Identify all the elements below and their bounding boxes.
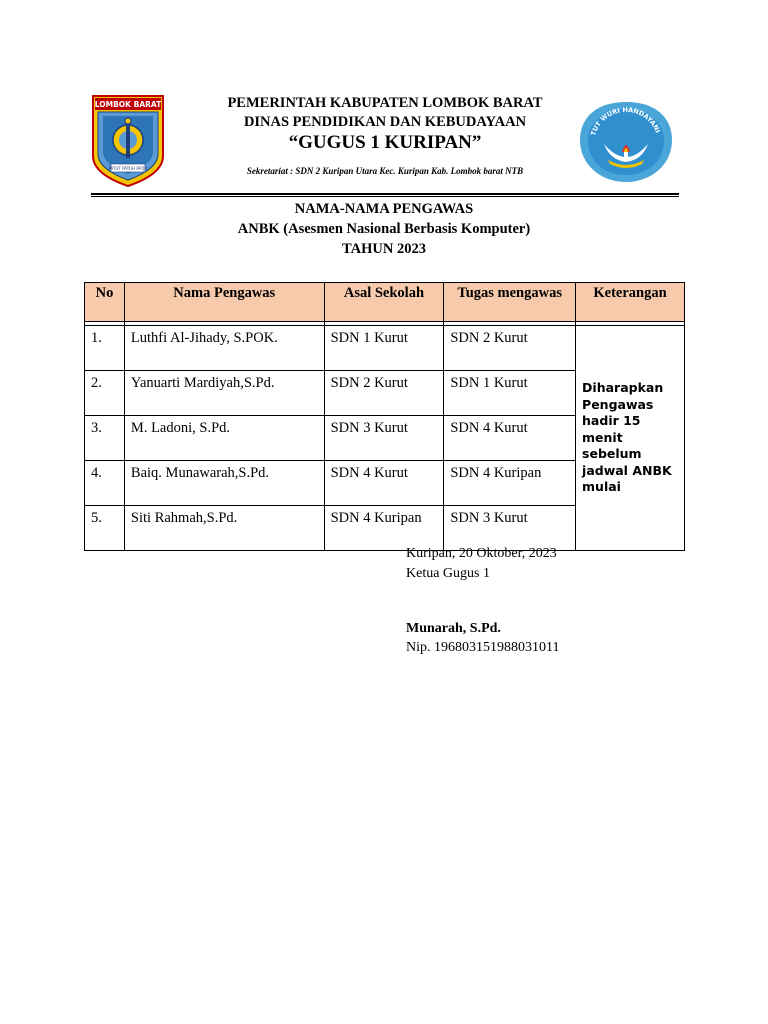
col-header-school: Asal Sekolah (324, 283, 444, 322)
cell-assignment: SDN 2 Kurut (444, 326, 576, 371)
cell-notes: Diharapkan Pengawas hadir 15 menit sebelum jadwal ANBK mulai (576, 326, 685, 551)
header-government: PEMERINTAH KABUPATEN LOMBOK BARAT (227, 95, 543, 111)
doc-subtitle: ANBK (Asesmen Nasional Berbasis Komputer) (237, 221, 531, 237)
col-header-name: Nama Pengawas (124, 283, 324, 322)
cell-no: 4. (85, 461, 125, 506)
right-logo-motto: TUT WURI HANDAYANI (589, 105, 662, 137)
left-logo-motto: PATUT PATUH PATJU (108, 166, 148, 171)
cell-name: Baiq. Munawarah,S.Pd. (124, 461, 324, 506)
cell-school: SDN 2 Kurut (324, 371, 444, 416)
cell-assignment: SDN 1 Kurut (444, 371, 576, 416)
cell-school: SDN 1 Kurut (324, 326, 444, 371)
header-secretariat: Sekretariat : SDN 2 Kuripan Utara Kec. Kuripan Kab. Lombok barat NTB (246, 166, 524, 176)
header-department: DINAS PENDIDIKAN DAN KEBUDAYAAN (243, 114, 527, 130)
cell-no: 2. (85, 371, 125, 416)
signature-place-date: Kuripan, 20 Oktober, 2023 (406, 546, 557, 561)
col-header-notes: Keterangan (576, 283, 685, 322)
cell-school: SDN 4 Kuripan (324, 506, 444, 551)
doc-title: NAMA-NAMA PENGAWAS (294, 201, 474, 217)
signature-name: Munarah, S.Pd. (406, 621, 501, 636)
col-header-no: No (85, 283, 125, 322)
header-divider-thin (91, 196, 679, 197)
header-group-name: “GUGUS 1 KURIPAN” (288, 132, 482, 153)
col-header-assignment: Tugas mengawas (444, 283, 576, 322)
table-row (85, 326, 685, 371)
lombok-barat-logo (91, 94, 165, 188)
cell-no: 3. (85, 416, 125, 461)
cell-no: 5. (85, 506, 125, 551)
cell-assignment: SDN 4 Kuripan (444, 461, 576, 506)
cell-name: M. Ladoni, S.Pd. (124, 416, 324, 461)
header-divider (91, 193, 679, 195)
signature-nip: Nip. 196803151988031011 (406, 640, 560, 655)
cell-assignment: SDN 3 Kurut (444, 506, 576, 551)
tut-wuri-handayani-logo (578, 100, 674, 184)
cell-name: Yanuarti Mardiyah,S.Pd. (124, 371, 324, 416)
cell-school: SDN 3 Kurut (324, 416, 444, 461)
cell-name: Luthfi Al-Jihady, S.POK. (124, 326, 324, 371)
cell-no: 1. (85, 326, 125, 371)
cell-assignment: SDN 4 Kurut (444, 416, 576, 461)
left-logo-label: LOMBOK BARAT (94, 100, 162, 109)
cell-school: SDN 4 Kurut (324, 461, 444, 506)
doc-year: TAHUN 2023 (342, 241, 426, 257)
signature-role: Ketua Gugus 1 (406, 566, 490, 581)
supervisor-table (84, 282, 685, 551)
table-header-row (85, 283, 685, 322)
cell-name: Siti Rahmah,S.Pd. (124, 506, 324, 551)
